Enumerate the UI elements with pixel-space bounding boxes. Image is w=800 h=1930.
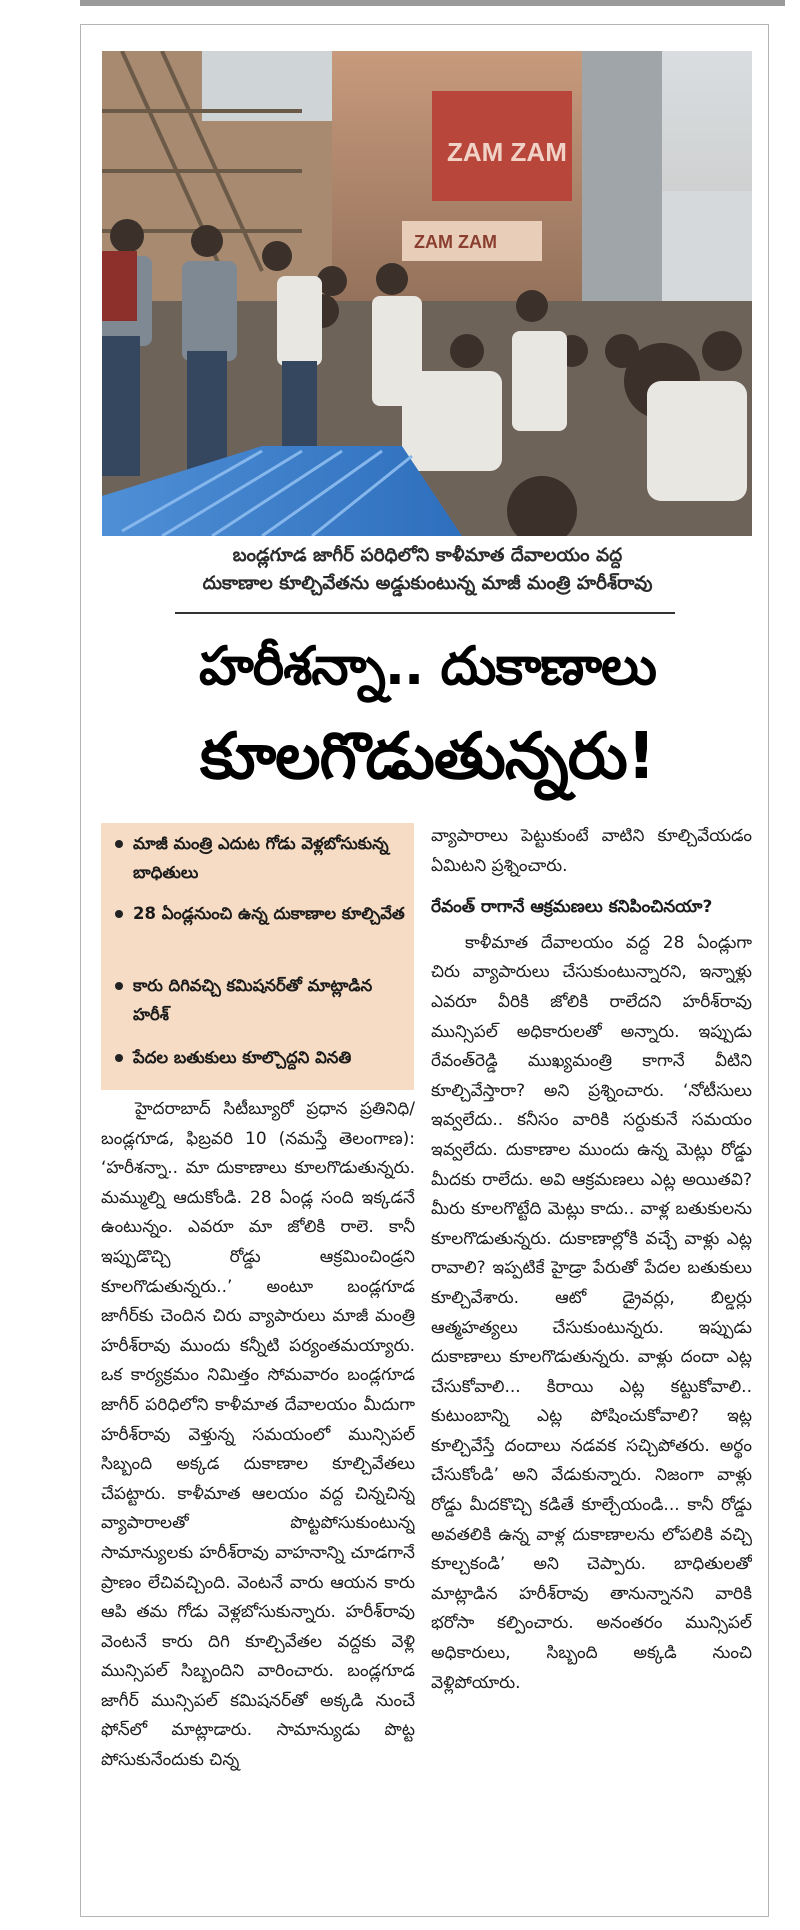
photo-image bbox=[102, 51, 752, 536]
article-right-column bbox=[431, 822, 752, 1902]
caption-divider bbox=[175, 612, 675, 614]
article-paragraph: వ్యాపారాలు పెట్టుకుంటే వాటిని కూల్చివేయడం ఏమిటని ప్రశ్నించారు. bbox=[431, 826, 752, 876]
bullet-icon bbox=[115, 982, 123, 990]
article-paragraph: హైదరాబాద్‌ సిటీబ్యూరో ప్రధాన ప్రతినిధి/బండ్లగూడ, ఫిబ్రవరి 10 (నమస్తే తెలంగాణ): ‘హరీశన్నా.. మా దుకాణాలు కూలగొడుతున్నరు. మమ్ముల్ని ఆదుకోండి. 28 ఏండ్ల సంది ఇక్కడనే ఉంటున్నం. ఎవరూ మా జోలికి రాలె. కానీ ఇప్పుడొచ్చి రోడ్డు ఆక్రమించిండ్రని కూలగొడుతున్నరు..’ అంటూ బండ్లగూడ జాగీర్‌కు చెందిన చిరు వ్యాపారులు మాజీ మంత్రి హరీశ్‌రావు ముందు కన్నీటి పర్యంతమయ్యారు. ఒక కార్యక్రమం నిమిత్తం సోమవారం బండ్లగూడ జాగీర్‌ పరిధిలోని కాళీమాత దేవాలయం మీదుగా హరీశ్‌రావు వెళ్తున్న సమయంలో మున్సిపల్‌ సిబ్బంది అక్కడ దుకాణాల కూల్చివేతలు చేపట్టారు. కాళీమాత ఆలయం వద్ద చిన్నచిన్న వ్యాపారాలతో పొట్టపోసుకుంటున్న సామాన్యులకు హరీశ్‌రావు వాహనాన్ని చూడగానే ప్రాణం లేచివచ్చింది. వెంటనే వారు ఆయన కారు ఆపి తమ గోడు వెళ్లబోసుకున్నారు. హరీశ్‌రావు వెంటనే కారు దిగి కూల్చివేతల వద్దకు వెళ్లి మున్సిపల్‌ సిబ్బందిని వారించారు. బండ్లగూడ జాగీర్‌ మున్సిపల్‌ కమిషనర్‌తో అక్కడి నుంచే ఫోన్‌లో మాట్లాడారు. సామాన్యుడు పొట్ట పోసుకునేందుకు చిన్న bbox=[101, 1099, 415, 1771]
photo-caption bbox=[100, 542, 755, 598]
news-photo bbox=[102, 51, 752, 536]
headline-line-1: హరీశన్నా.. దుకాణాలు bbox=[199, 636, 656, 697]
photo-shop-sign: ZAM ZAM bbox=[414, 232, 497, 252]
photo-shop-sign: ZAM ZAM bbox=[447, 137, 567, 167]
bullet-icon bbox=[115, 1054, 123, 1062]
article-left-column bbox=[101, 1095, 415, 1901]
top-rule bbox=[80, 0, 785, 6]
highlight-item: 28 ఏండ్లనుంచి ఉన్న దుకాణాల కూల్చివేత bbox=[115, 899, 410, 928]
highlights-box bbox=[101, 823, 414, 1090]
highlight-item: కారు దిగివచ్చి కమిషనర్‌తో మాట్లాడిన హరీశ్‌ bbox=[115, 971, 410, 1029]
highlight-item: పేదల బతుకులు కూల్చొద్దని వినతి bbox=[115, 1043, 410, 1072]
article-paragraph: కాళీమాత దేవాలయం వద్ద 28 ఏండ్లుగా చిరు వ్యాపారులు చేసుకుంటున్నారని, ఇన్నాళ్లు ఎవరూ వీరికి జోలికి రాలేదని హరీశ్‌రావు మున్సిపల్‌ అధికారులతో అన్నారు. ఇప్పుడు రేవంత్‌రెడ్డి ముఖ్యమంత్రి కాగానే వీటిని కూల్చివేస్తారా? అని ప్రశ్నించారు. ‘నోటీసులు ఇవ్వలేదు.. కనీసం వారికి సర్దుకునే సమయం ఇవ్వలేదు. దుకాణాల ముందు ఉన్న మెట్లు రోడ్డు మీదకు రాలేదు. అవి ఆక్రమణలు ఎట్ల అయితవి? మీరు కూలగొట్టేది మెట్లు కాదు.. వాళ్ల బతుకులను కూలగొడుతున్నరు. దుకాణాల్లోకి వచ్చే వాళ్లు ఎట్ల రావాలి? ఇప్పటికే హైడ్రా పేరుతో పేదల బతుకులు కూల్చివేశారు. ఆటో డ్రైవర్లు, బిల్డర్లు ఆత్మహత్యలు చేసుకుంటున్నరు. ఇప్పుడు దుకాణాలు కూలగొడుతున్నరు. వాళ్లు దందా ఎట్ల చేసుకోవాలి... కిరాయి ఎట్ల కట్టుకోవాలి.. కుటుంబాన్ని ఎట్ల పోషించుకోవాలి? ఇట్ల కూల్చివేస్తే దందాలు నడవక సచ్చిపోతరు. అర్థం చేసుకోండి’ అని వేడుకున్నారు. నిజంగా వాళ్లు రోడ్డు మీదకొచ్చి కడితే కూల్చేయండి... కానీ రోడ్డు అవతలికి ఉన్న వాళ్ల దుకాణాలను లోపలికి వచ్చి కూల్చకండి’ అని చెప్పారు. బాధితులతో మాట్లాడిన హరీశ్‌రావు తానున్నానని వారికి భరోసా కల్పించారు. అనంతరం మున్సిపల్‌ అధికారులు, సిబ్బంది అక్కడి నుంచి వెళ్లిపోయారు. bbox=[431, 932, 752, 1693]
highlight-item: మాజీ మంత్రి ఎదుట గోడు వెళ్లబోసుకున్న బాధితులు bbox=[115, 829, 410, 887]
caption-line-1: బండ్లగూడ జాగీర్‌ పరిధిలోని కాళీమాత దేవాలయం వద్ద bbox=[232, 545, 623, 566]
article-subhead: రేవంత్‌ రాగానే ఆక్రమణలు కనిపించినయా? bbox=[431, 897, 713, 918]
caption-line-2: దుకాణాల కూల్చివేతను అడ్డుకుంటున్న మాజీ మంత్రి హరీశ్‌రావు bbox=[202, 573, 653, 594]
headline-line-2: కూలగొడుతున్నరు! bbox=[200, 720, 655, 794]
bullet-icon bbox=[115, 840, 123, 848]
bullet-icon bbox=[115, 910, 123, 918]
